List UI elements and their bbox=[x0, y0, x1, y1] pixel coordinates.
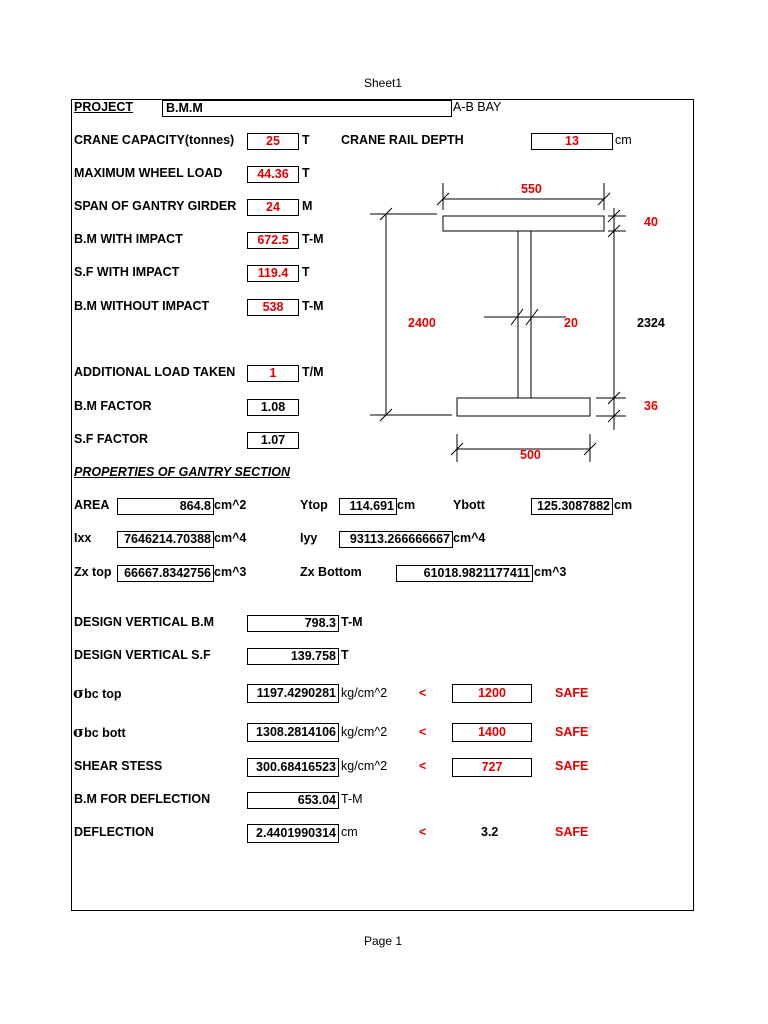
project-name-cell[interactable]: B.M.M bbox=[162, 100, 452, 117]
ybott-label: Ybott bbox=[453, 498, 485, 512]
iyy-unit: cm^4 bbox=[453, 531, 486, 545]
additional-load-cell[interactable]: 1 bbox=[247, 365, 299, 382]
ytop-label: Ytop bbox=[300, 498, 328, 512]
sigma-symbol: σ bbox=[73, 723, 85, 741]
sigma-bc-top-limit[interactable]: 1200 bbox=[452, 684, 532, 703]
page-footer: Page 1 bbox=[364, 934, 403, 948]
design-bm-unit: T-M bbox=[341, 615, 363, 629]
sigma-bc-bott-status: SAFE bbox=[555, 725, 589, 739]
dim-overall-depth: 2400 bbox=[408, 316, 436, 330]
bm-deflection-label: B.M FOR DEFLECTION bbox=[74, 792, 211, 806]
span-label: SPAN OF GANTRY GIRDER bbox=[74, 199, 237, 213]
crane-rail-depth-label: CRANE RAIL DEPTH bbox=[341, 133, 464, 147]
crane-rail-depth-cell[interactable]: 13 bbox=[531, 133, 613, 150]
bm-impact-cell[interactable]: 672.5 bbox=[247, 232, 299, 249]
bm-factor-label: B.M FACTOR bbox=[74, 399, 152, 413]
span-cell[interactable]: 24 bbox=[247, 199, 299, 216]
properties-heading: PROPERTIES OF GANTRY SECTION bbox=[74, 465, 291, 479]
ytop-unit: cm bbox=[397, 498, 416, 512]
sigma-bc-bott-label bbox=[73, 723, 126, 741]
sigma-bc-bott-unit: kg/cm^2 bbox=[341, 725, 388, 739]
zxbottom-unit: cm^3 bbox=[534, 565, 567, 579]
zxbottom-label: Zx Bottom bbox=[300, 565, 362, 579]
ytop-cell[interactable]: 114.691 bbox=[339, 498, 397, 515]
bm-impact-label: B.M WITH IMPACT bbox=[74, 232, 183, 246]
sigma-bc-bott-cell[interactable]: 1308.2814106 bbox=[247, 723, 339, 742]
max-wheel-load-label: MAXIMUM WHEEL LOAD bbox=[74, 166, 223, 180]
sf-impact-unit: T bbox=[302, 265, 310, 279]
crane-capacity-cell[interactable]: 25 bbox=[247, 133, 299, 150]
design-bm-cell[interactable]: 798.3 bbox=[247, 615, 339, 632]
zxbottom-cell[interactable]: 61018.9821177411 bbox=[396, 565, 533, 582]
bottom-flange-shape bbox=[457, 398, 590, 416]
crane-rail-depth-unit: cm bbox=[615, 133, 632, 147]
ybott-cell[interactable]: 125.3087882 bbox=[531, 498, 613, 515]
deflection-limit: 3.2 bbox=[481, 825, 499, 839]
sf-factor-label: S.F FACTOR bbox=[74, 432, 149, 446]
iyy-cell[interactable]: 93113.266666667 bbox=[339, 531, 453, 548]
dim-bottom-flange-width: 500 bbox=[520, 448, 541, 462]
sigma-bc-top-label bbox=[73, 684, 122, 702]
dim-web-thickness: 20 bbox=[564, 316, 578, 330]
sigma-bc-top-compare: < bbox=[419, 686, 427, 700]
dim-top-flange-thickness: 40 bbox=[644, 215, 658, 229]
shear-stress-unit: kg/cm^2 bbox=[341, 759, 388, 773]
sigma-bc-top-cell[interactable]: 1197.4290281 bbox=[247, 684, 339, 703]
area-unit: cm^2 bbox=[214, 498, 247, 512]
shear-stress-cell[interactable]: 300.68416523 bbox=[247, 758, 339, 777]
dim-bottom-flange-thickness: 36 bbox=[644, 399, 658, 413]
deflection-status: SAFE bbox=[555, 825, 589, 839]
bm-factor-cell[interactable]: 1.08 bbox=[247, 399, 299, 416]
project-bay: A-B BAY bbox=[453, 100, 502, 114]
crane-capacity-label: CRANE CAPACITY(tonnes) bbox=[74, 133, 235, 147]
sigma-bc-top-text: bc top bbox=[84, 687, 122, 701]
top-flange-shape bbox=[443, 216, 604, 231]
ixx-label: Ixx bbox=[74, 531, 92, 545]
shear-stress-label: SHEAR STESS bbox=[74, 759, 163, 773]
sf-factor-cell[interactable]: 1.07 bbox=[247, 432, 299, 449]
bm-without-impact-label: B.M WITHOUT IMPACT bbox=[74, 299, 210, 313]
project-label: PROJECT bbox=[74, 100, 134, 114]
shear-stress-status: SAFE bbox=[555, 759, 589, 773]
crane-capacity-unit: T bbox=[302, 133, 310, 147]
ixx-cell[interactable]: 7646214.70388 bbox=[117, 531, 214, 548]
design-sf-unit: T bbox=[341, 648, 349, 662]
ybott-unit: cm bbox=[614, 498, 633, 512]
sigma-bc-bott-text: bc bott bbox=[84, 726, 126, 740]
area-label: AREA bbox=[74, 498, 110, 512]
deflection-unit: cm bbox=[341, 825, 358, 839]
zxtop-label: Zx top bbox=[74, 565, 112, 579]
sf-impact-cell[interactable]: 119.4 bbox=[247, 265, 299, 282]
max-wheel-load-unit: T bbox=[302, 166, 310, 180]
sigma-bc-top-status: SAFE bbox=[555, 686, 589, 700]
zxtop-cell[interactable]: 66667.8342756 bbox=[117, 565, 214, 582]
bm-deflection-unit: T-M bbox=[341, 792, 363, 806]
sigma-bc-top-unit: kg/cm^2 bbox=[341, 686, 388, 700]
additional-load-unit: T/M bbox=[302, 365, 324, 379]
area-cell[interactable]: 864.8 bbox=[117, 498, 214, 515]
shear-stress-limit[interactable]: 727 bbox=[452, 758, 532, 777]
span-unit: M bbox=[302, 199, 313, 213]
dim-top-flange-width: 550 bbox=[521, 182, 542, 196]
sigma-bc-bott-compare: < bbox=[419, 725, 427, 739]
design-bm-label: DESIGN VERTICAL B.M bbox=[74, 615, 215, 629]
sf-impact-label: S.F WITH IMPACT bbox=[74, 265, 180, 279]
bm-without-impact-cell[interactable]: 538 bbox=[247, 299, 299, 316]
deflection-label: DEFLECTION bbox=[74, 825, 154, 839]
bm-impact-unit: T-M bbox=[302, 232, 324, 246]
bm-deflection-cell[interactable]: 653.04 bbox=[247, 792, 339, 809]
deflection-cell[interactable]: 2.4401990314 bbox=[247, 824, 339, 843]
sheet-title: Sheet1 bbox=[364, 76, 403, 90]
shear-stress-compare: < bbox=[419, 759, 427, 773]
design-sf-label: DESIGN VERTICAL S.F bbox=[74, 648, 211, 662]
ixx-unit: cm^4 bbox=[214, 531, 247, 545]
deflection-compare: < bbox=[419, 825, 427, 839]
dim-web-depth: 2324 bbox=[637, 316, 665, 330]
zxtop-unit: cm^3 bbox=[214, 565, 247, 579]
max-wheel-load-cell[interactable]: 44.36 bbox=[247, 166, 299, 183]
additional-load-label: ADDITIONAL LOAD TAKEN bbox=[74, 365, 236, 379]
iyy-label: Iyy bbox=[300, 531, 318, 545]
bm-without-impact-unit: T-M bbox=[302, 299, 324, 313]
sigma-symbol: σ bbox=[73, 684, 85, 702]
design-sf-cell[interactable]: 139.758 bbox=[247, 648, 339, 665]
sigma-bc-bott-limit[interactable]: 1400 bbox=[452, 723, 532, 742]
